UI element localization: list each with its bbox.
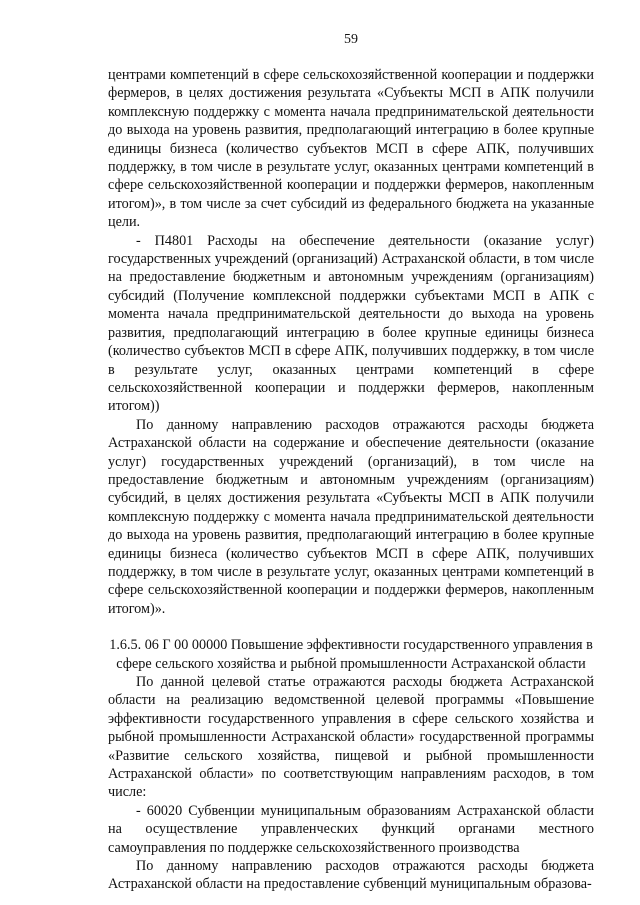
page-number: 59 [344, 32, 358, 47]
paragraph-p4801-item: - П4801 Расходы на обеспечение деятельности (оказание услуг) государственных учреждений (организаций) Астраханской области, в том числе на предоставление бюджетным и автономным учреждениям (организациям) субсидий (Получение комплексной поддержки субъектами МСП в АПК с момента начала предпринимательской деятельности до выхода на уровень развития, предполагающий интеграцию в более крупные единицы бизнеса (количество субъектов МСП в сфере АПК, получивших поддержку, в том числе в результате услуг, оказанных центрами компетенций в сфере сельскохозяйственной кооперации и поддержки фермеров, накопленным итогом)) [108, 232, 594, 415]
paragraph-p4801-description: По данному направлению расходов отражаются расходы бюджета Астраханской области на содержание и обеспечение деятельности (оказание услуг) государственных учреждений (организаций), в том числе на предоставление бюджетным и автономным учреждениям (организациям) субсидий, в целях достижения результата «Субъекты МСП в АПК получили комплексную поддержку с момента начала предпринимательской деятельности до выхода на уровень развития, предполагающий интеграцию в более крупные единицы бизнеса (количество субъектов МСП в сфере АПК, получивших поддержку, в том числе в результате услуг, оказанных центрами компетенций в сфере сельскохозяйственной кооперации и поддержки фермеров, накопленным итогом)». [108, 416, 594, 617]
paragraph-continuation: центрами компетенций в сфере сельскохозяйственной кооперации и поддержки фермеров, в целях достижения результата «Субъекты МСП в АПК получили комплексную поддержку с момента начала предпринимательской деятельности до выхода на уровень развития, предполагающий интеграцию в более крупные единицы бизнеса (количество субъектов МСП в сфере АПК, получивших поддержку, в том числе в результате услуг, оказанных центрами компетенций в сфере сельскохозяйственной кооперации и поддержки фермеров, накопленным итогом)», в том числе за счет субсидий из федерального бюджета на указанные цели. [108, 67, 594, 231]
paragraph-60020-item: - 60020 Субвенции муниципальным образованиям Астраханской области на осуществление управленческих функций органами местного самоуправления по поддержке сельскохозяйственного производства [108, 802, 594, 856]
paragraph-section-description: По данной целевой статье отражаются расходы бюджета Астраханской области на реализацию ведомственной целевой программы «Повышение эффективности государственного управления в сфере сельского хозяйства и рыбной промышленности Астраханской области» государственной программы «Развитие сельского хозяйства, пищевой и рыбной промышленности Астраханской области» по соответствующим направлениям расходов, в том числе: [108, 674, 594, 801]
section-heading: 1.6.5. 06 Г 00 00000 Повышение эффективности государственного управления в сфере сельского хозяйства и рыбной промышленности Астраханской области [109, 637, 593, 672]
document-body [108, 66, 594, 894]
paragraph-60020-description: По данному направлению расходов отражаются расходы бюджета Астраханской области на предоставление субвенций муниципальным образова- [108, 858, 594, 893]
